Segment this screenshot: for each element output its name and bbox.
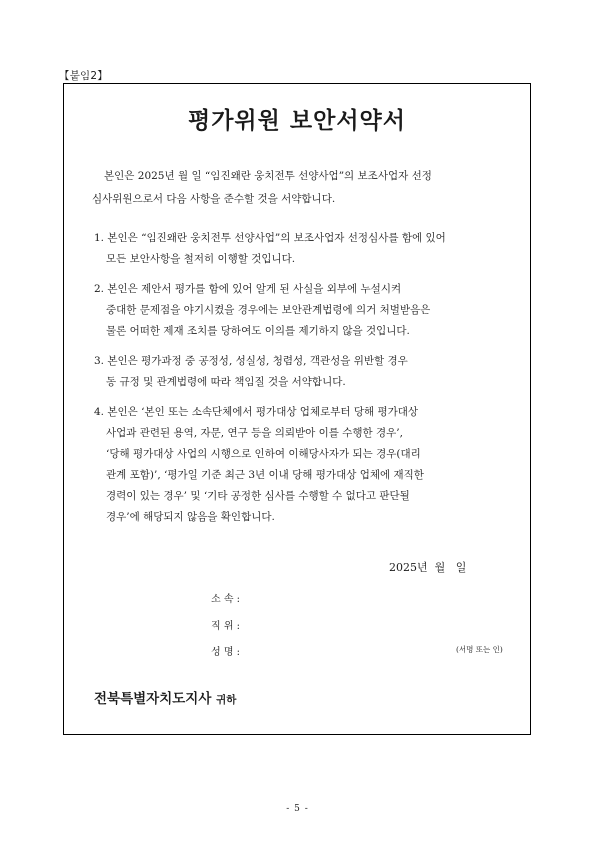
- signature-note: (서명 또는 인): [456, 645, 503, 654]
- pledge-item-4: [94, 402, 514, 528]
- addressee-name: 전북특별자치도지사: [94, 691, 212, 707]
- pledge-item-line: 4. 본인은 ‘본인 또는 소속단체에서 평가대상 업체로부터 당해 평가대상: [94, 406, 419, 418]
- name-label: 성 명 :: [211, 647, 241, 658]
- document-title: 평가위원 보안서약서: [188, 108, 406, 134]
- pledge-item-2: [94, 279, 514, 342]
- attachment-tag: 【붙임2】: [59, 70, 108, 82]
- pledge-item-line: 물론 어떠한 제재 조치를 당하여도 이의를 제기하지 않을 것입니다.: [106, 325, 410, 337]
- pledge-item-line: 경력이 있는 경우’ 및 ‘기타 공정한 심사를 수행할 수 없다고 판단될: [106, 490, 410, 502]
- pledge-item-line: ‘당해 평가대상 사업의 시행으로 인하여 이해당사자가 되는 경우(대리: [106, 448, 421, 460]
- pledge-item-line: 1. 본인은 “임진왜란 웅치전투 선양사업”의 보조사업자 선정심사를 함에 있어: [94, 232, 446, 244]
- addressee-suffix: 귀하: [216, 694, 237, 706]
- pledge-item-line: 2. 본인은 제안서 평가를 함에 있어 알게 된 사실을 외부에 누설시켜: [94, 283, 402, 295]
- pledge-item-line: 중대한 문제점을 야기시켰을 경우에는 보안관계법령에 의거 처벌받음은: [106, 304, 431, 316]
- pledge-item-line: 경우’에 해당되지 않음을 확인합니다.: [106, 511, 275, 523]
- pledge-item-1: [94, 228, 514, 270]
- intro-line: 본인은 2025년 월 일 “임진왜란 웅치전투 선양사업”의 보조사업자 선정: [104, 170, 432, 182]
- page-number: - 5 -: [286, 804, 309, 814]
- affiliation-label: 소 속 :: [211, 594, 241, 605]
- pledge-items-list: [94, 228, 514, 537]
- pledge-item-3: [94, 351, 514, 393]
- pledge-item-line: 모든 보안사항을 철저히 이행할 것입니다.: [106, 253, 296, 265]
- position-label: 직 위 :: [211, 621, 241, 632]
- addressee: [94, 687, 236, 707]
- pledge-item-line: 동 규정 및 관계법령에 따라 책임질 것을 서약합니다.: [106, 376, 346, 388]
- pledge-item-line: 사업과 관련된 용역, 자문, 연구 등을 의뢰받아 이를 수행한 경우’,: [106, 427, 403, 439]
- pledge-item-line: 3. 본인은 평가과정 중 공정성, 성실성, 청렴성, 객관성을 위반할 경우: [94, 355, 408, 367]
- pledge-form-frame: [63, 83, 531, 735]
- intro-line: 심사위원으로서 다음 사항을 준수할 것을 서약합니다.: [92, 193, 336, 205]
- signing-date: 2025년 월 일: [389, 561, 467, 574]
- intro-paragraph: [92, 165, 516, 211]
- pledge-item-line: 관계 포함)’, ‘평가일 기준 최근 3년 이내 당해 평가대상 업체에 재직한: [106, 469, 424, 481]
